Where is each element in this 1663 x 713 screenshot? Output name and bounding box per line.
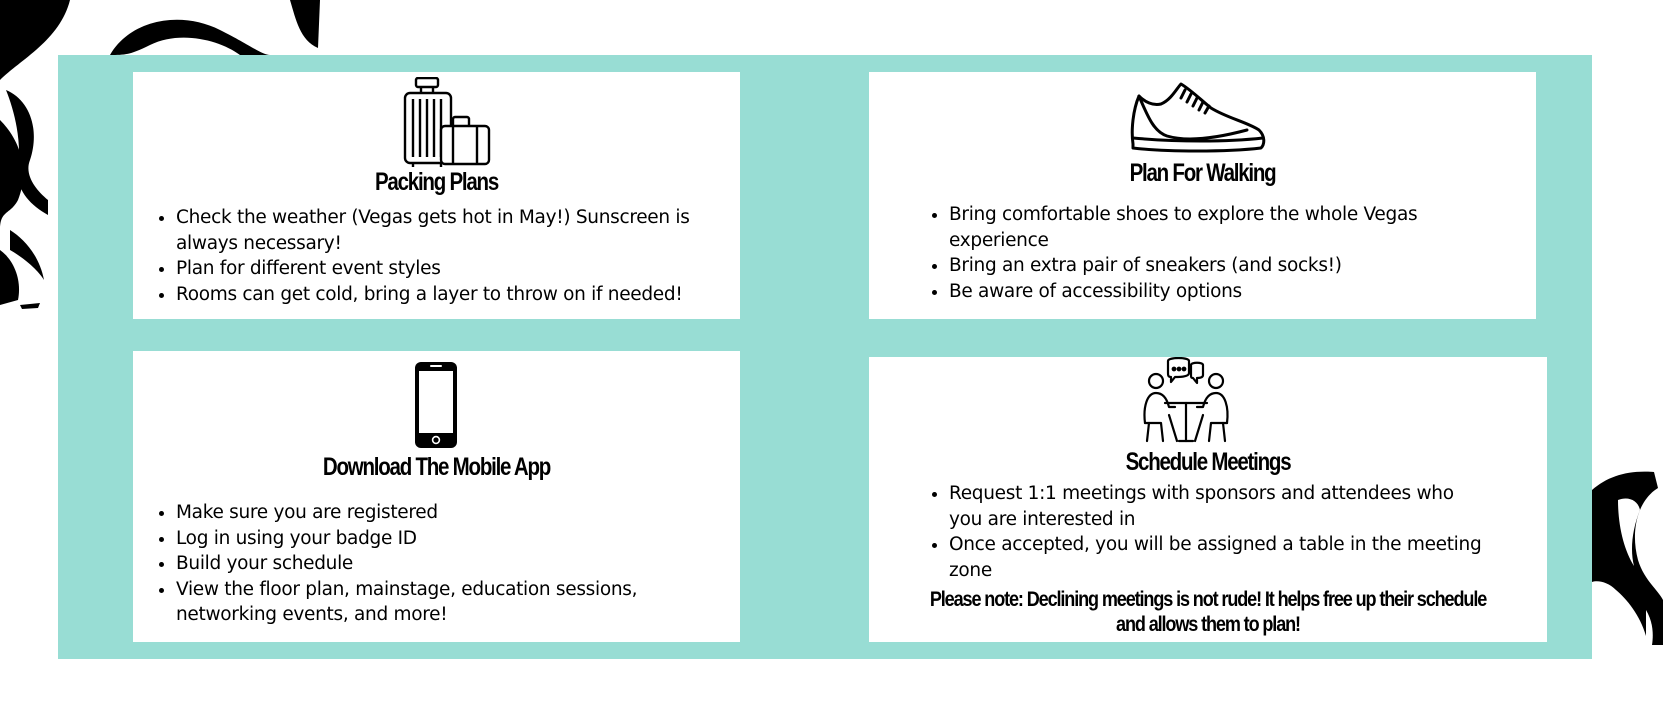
card-title: Plan For Walking: [1129, 159, 1276, 187]
card-download-mobile-app: [133, 351, 740, 642]
list-item: • Be aware of accessibility options: [949, 279, 1489, 305]
smartphone-icon: [413, 361, 459, 449]
bullet-list: [906, 481, 1489, 583]
card-title: Schedule Meetings: [1125, 448, 1291, 476]
list-item: • Check the weather (Vegas gets hot in May!) Sunscreen is always necessary!: [176, 205, 716, 256]
list-item: • Rooms can get cold, bring a layer to throw on if needed!: [176, 282, 716, 308]
card-title: Download The Mobile App: [322, 453, 551, 481]
card-plan-for-walking: [869, 72, 1536, 319]
tips-panel: [58, 55, 1592, 659]
sneaker-icon: [1127, 80, 1267, 156]
luggage-icon: [401, 77, 491, 169]
bullet-list: [133, 500, 716, 628]
list-item: • Build your schedule: [176, 551, 716, 577]
list-item: • Plan for different event styles: [176, 256, 716, 282]
bullet-list: [906, 202, 1489, 304]
meeting-icon: [1141, 357, 1231, 443]
list-item: • Request 1:1 meetings with sponsors and attendees who you are interested in: [949, 481, 1489, 532]
list-item: • Bring comfortable shoes to explore the whole Vegas experience: [949, 202, 1489, 253]
bullet-list: [133, 205, 716, 307]
card-schedule-meetings: [869, 357, 1547, 642]
meetings-note: Please note: Declining meetings is not rude! It helps free up their schedule and allows them to plan!: [929, 588, 1487, 636]
card-packing-plans: [133, 72, 740, 319]
card-title: Packing Plans: [374, 168, 499, 196]
list-item: • View the floor plan, mainstage, education sessions, networking events, and more!: [176, 577, 716, 628]
list-item: • Bring an extra pair of sneakers (and socks!): [949, 253, 1489, 279]
list-item: • Make sure you are registered: [176, 500, 716, 526]
list-item: • Log in using your badge ID: [176, 526, 716, 552]
list-item: • Once accepted, you will be assigned a table in the meeting zone: [949, 532, 1489, 583]
marble-swirl-bottom-right: [1588, 470, 1663, 645]
